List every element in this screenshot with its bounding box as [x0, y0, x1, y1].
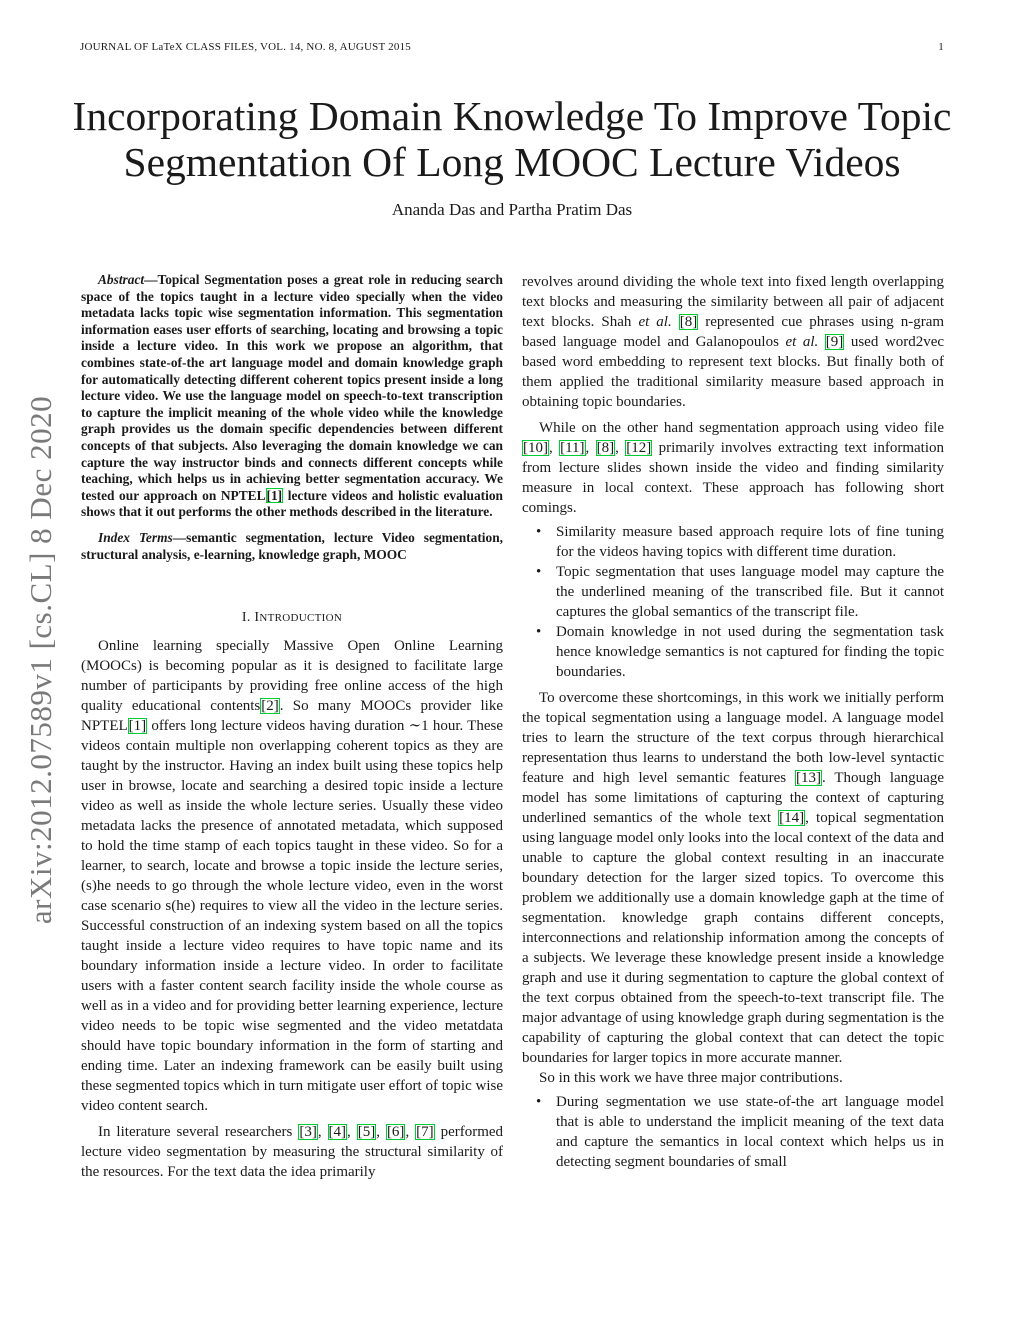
separator: , — [347, 1124, 357, 1141]
contributions-list — [522, 1092, 944, 1172]
intro-text: . So many MOOCs provider like NPTEL — [81, 698, 503, 735]
body-text: , topical segmentation using language model only looks into the local context of the data and unable to capture the global context resulting in an inaccurate boundary detection for the larger sized topics. To overcome this problem we additionally use a domain knowledge gaph at the time of segmentation. knowledge graph contains different concepts, interconnections and relationship information among the concepts of a subjects. We leverage these knowledge present inside a knowledge graph and use it during segmentation to capture the global context of the text corpus obtained from the speech-to-text transcript file. The major advantage of using knowledge graph during segmentation is the capability of capturing the global context that can detect the topic boundaries for larger topics in more accurate manner. — [522, 810, 944, 1066]
body-text: To overcome these shortcomings, in this work we initially perform the topical segmentation using a language model. A language model tries to learn the structure of the text corpus through hierarchical representation thus learns to understand the both low-level syntactic feature and high level semantic features — [522, 690, 944, 786]
intro-text: performed lecture video segmentation by measuring the structural similarity of the resources. For the text data the idea primarily — [81, 1124, 504, 1181]
citation-link[interactable]: [8] — [679, 314, 698, 330]
list-item-text: During segmentation we use state-of-the art language model that is able to understand the implicit meaning of the text data and capture the semantics in local context which helps us in detecting segment boundaries of small — [556, 1094, 944, 1170]
citation-link[interactable]: [1] — [128, 718, 147, 735]
left-column — [81, 272, 503, 1182]
citation-link[interactable]: [14] — [779, 810, 805, 826]
arxiv-stamp — [18, 360, 64, 960]
et-al: et al. — [638, 314, 672, 330]
section-numeral: I. — [241, 610, 255, 626]
right-paragraph-4: So in this work we have three major contributions. — [539, 1070, 843, 1086]
abstract — [81, 272, 503, 521]
citation-link[interactable]: [4] — [328, 1124, 347, 1141]
intro-paragraph-2 — [81, 1122, 503, 1182]
list-item — [522, 522, 944, 562]
index-terms — [81, 530, 503, 563]
intro-text: In literature several researchers — [98, 1124, 299, 1141]
bullet-icon: • — [536, 1094, 542, 1110]
citation-link[interactable]: [8] — [596, 440, 615, 456]
citation-link[interactable]: [2] — [261, 698, 279, 715]
paper-title: Incorporating Domain Knowledge To Improve Topic Segmentation Of Long MOOC Lecture Videos — [72, 93, 952, 185]
list-item — [522, 1092, 944, 1172]
abstract-label: Abstract — [98, 272, 145, 287]
citation-link[interactable]: [7] — [416, 1124, 434, 1141]
index-terms-text: semantic segmentation, lecture Video segmentation, structural analysis, e-learning, knowledge graph, MOOC — [81, 529, 503, 562]
abstract-text: Topical Segmentation poses a great role in reducing search space of the topics taught in a lecture video specially when the video metadata lacks topic wise segmentation information. This segmentation information eases user efforts of searching, locating and browsing a topic inside a lecture video. In this work we propose an algorithm, that combines state-of-the art language model and domain knowledge graph for automatically detecting different coherent topics present inside a long lecture video. We use the language model on speech-to-text transcription to capture the implicit meaning of the whole video while the knowledge graph provides us the domain specific dependencies between different concepts of that subjects. Also leveraging the domain knowledge we can capture the way instructor binds and connects different concepts while teaching, which helps us in achieving better segmentation accuracy. We tested our approach on NPTEL — [81, 272, 503, 503]
citation-link[interactable]: [12] — [626, 440, 652, 456]
abstract-dash: — — [144, 272, 158, 287]
citation-link[interactable]: [5] — [357, 1124, 376, 1141]
list-item-text: Domain knowledge in not used during the segmentation task hence knowledge semantics is not captured for finding the topic boundaries. — [556, 624, 944, 680]
right-column — [522, 272, 944, 1176]
list-item-text: Similarity measure based approach require lots of fine tuning for the videos having topics with different time duration. — [556, 524, 944, 560]
intro-text: offers long lecture videos having duration ∼1 hour. These videos contain multiple non overlapping coherent topics as they are taught by the instructor. Having an index built using these topics help user in browse, locate and searching a desired topic inside a lecture video as well as inside the whole lecture series. Usually these video metadata lacks the presence of annotated metadata, which supposed to hold the time stamp of each topics taught in these video. So for a learner, to search, locate and browse a topic inside the lecture series, (s)he needs to go through the whole lecture video, even in the worst case scenario s(he) requires to view all the video in the lecture series. Successful construction of an indexing system based on all the topics taught inside a lecture video requires to have topic name and its boundary information inside a lecture video. In order to facilitate users with a faster content search facility inside the whole course as well as in a video and for providing better learning experience, lecture video needs to be topic wise segmented and the video metatdata should have topic boundary information in the form of starting and ending time. Later an indexing framework can be easily built using these segmented topics which in turn mitigate user effort of topic wise video content search. — [81, 718, 503, 1115]
body-text: used word2vec based word embedding to represent text blocks. But finally both of them applied the traditional similarity measure based approach in obtaining topic boundaries. — [522, 334, 945, 410]
citation-link[interactable]: [1] — [266, 487, 283, 503]
body-text: primarily involves extracting text information from lecture slides shown inside the video and finding similarity measure in local context. These approach has following short comings. — [522, 440, 944, 516]
citation-link[interactable]: [10] — [523, 440, 548, 456]
body-text: While on the other hand segmentation approach using video file — [539, 420, 944, 436]
citation-link[interactable]: [6] — [386, 1124, 405, 1141]
right-paragraph-2 — [522, 418, 944, 518]
index-terms-label: Index Terms — [98, 529, 173, 545]
abstract-text-end: lecture videos and holistic evaluation shows that it out performs the other methods described in the literature. — [81, 487, 503, 520]
running-head — [80, 41, 944, 53]
list-item-text: Topic segmentation that uses language model may capture the the underlined meaning of the transcribed file. But it cannot captures the global semantics of the transcript file. — [556, 564, 944, 620]
intro-paragraph-1 — [81, 636, 503, 1116]
author-list: Ananda Das and Partha Pratim Das — [391, 200, 633, 219]
citation-link[interactable]: [13] — [796, 770, 821, 786]
separator: , — [615, 440, 626, 456]
bullet-icon: • — [536, 564, 542, 580]
separator: , — [376, 1124, 386, 1141]
right-paragraph-1 — [522, 272, 944, 412]
intro-text: Online learning specially Massive Open Online Learning (MOOCs) is becoming popular as it is designed to facilitate large number of participants by providing free online access of the high quality educational contents — [81, 638, 503, 715]
arxiv-identifier: arXiv:2012.07589v1 [cs.CL] 8 Dec 2020 — [23, 395, 58, 925]
section-initial: I — [254, 610, 260, 626]
separator: , — [405, 1124, 416, 1141]
separator: , — [549, 440, 560, 456]
section-heading-introduction — [81, 608, 503, 628]
list-item — [522, 562, 944, 622]
section-title-rest: NTRODUCTION — [259, 612, 343, 625]
separator: , — [317, 1124, 328, 1141]
bullet-icon: • — [536, 524, 542, 540]
citation-link[interactable]: [9] — [825, 334, 844, 350]
body-text: revolves around dividing the whole text into fixed length overlapping text blocks and measuring the similarity between all pair of adjacent text blocks. Shah — [522, 274, 944, 330]
shortcomings-list — [522, 522, 944, 682]
separator: , — [585, 440, 596, 456]
citation-link[interactable]: [11] — [560, 440, 585, 456]
page-number: 1 — [938, 41, 944, 53]
bullet-icon: • — [536, 624, 542, 640]
index-terms-dash: — — [172, 529, 187, 545]
body-text: represented cue phrases using n-gram based language model and Galanopoulos — [522, 314, 945, 350]
list-item — [522, 622, 944, 682]
right-paragraph-3 — [522, 688, 944, 1068]
journal-name: JOURNAL OF LaTeX CLASS FILES, VOL. 14, NO. 8, AUGUST 2015 — [80, 41, 411, 53]
body-text: . Though language model has some limitations of capturing the context of capturing underlined semantics of the whole text — [522, 770, 944, 826]
et-al: et al. — [785, 334, 819, 350]
citation-link[interactable]: [3] — [299, 1124, 317, 1141]
